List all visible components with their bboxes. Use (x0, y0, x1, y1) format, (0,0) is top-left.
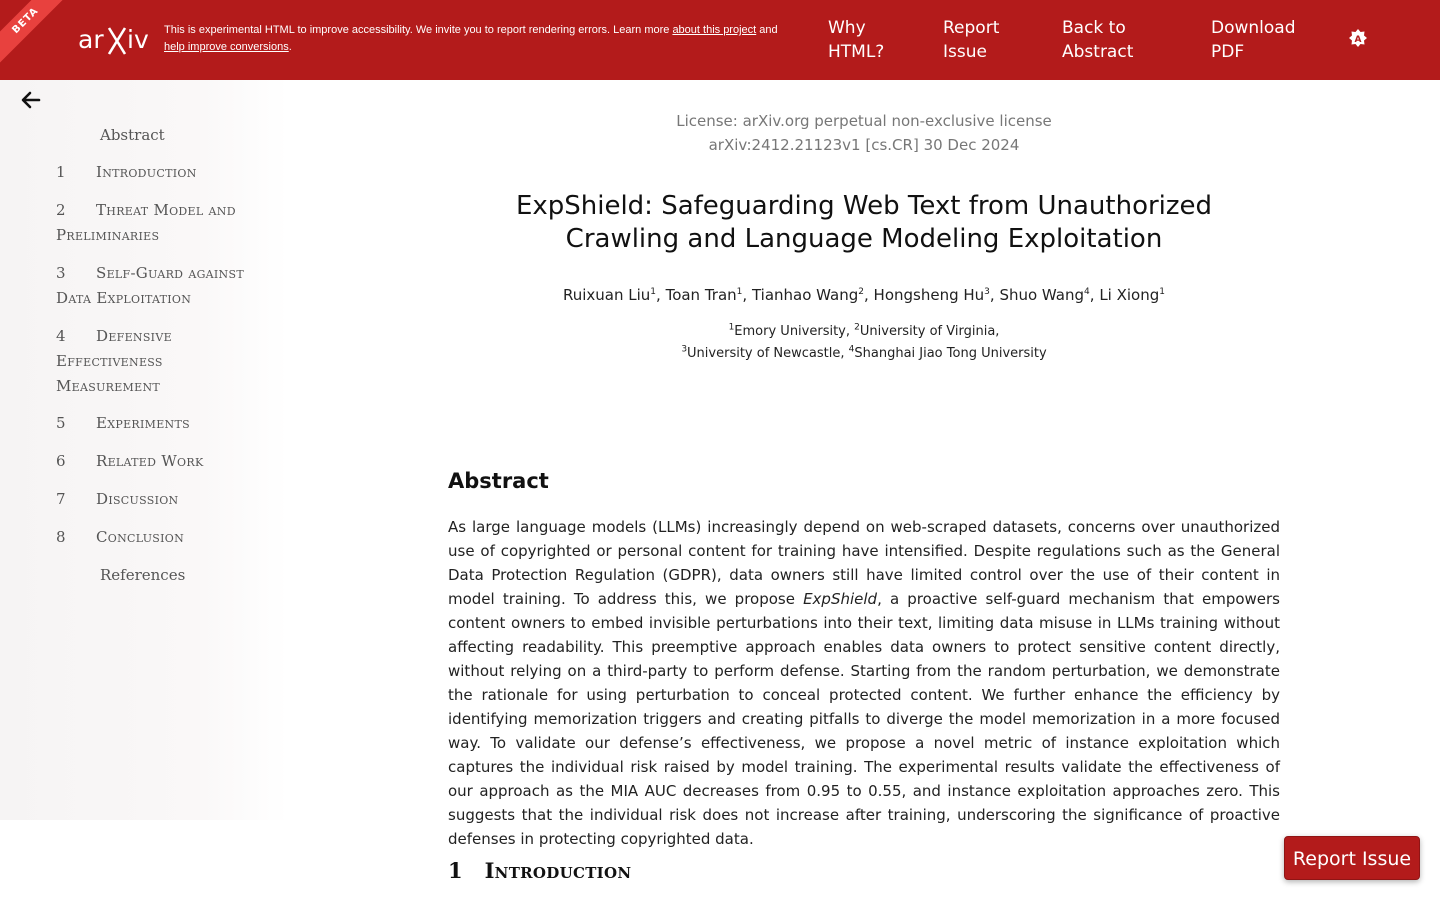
abstract-text-1: As large language models (LLMs) increasingly depend on web-scraped datasets, concerns over unauthorized use of copyrighted or personal content for training have intensified. Despite regulations such as the General Data Protection Regulation (GDPR), data owners still have limited control over the use of their content in model training. To address this, we propose (448, 518, 1280, 608)
toc-sidebar (0, 80, 288, 820)
toc-label: References (100, 566, 186, 584)
toc-item-defensive-effectiveness[interactable] (56, 324, 256, 399)
notice-mid: and (756, 24, 778, 36)
toc-label: Experiments (96, 414, 190, 432)
experimental-notice (164, 22, 814, 56)
toc-label: Related Work (96, 452, 204, 470)
toc-label: Introduction (96, 163, 197, 181)
toc-item-references[interactable] (56, 563, 271, 588)
section-title: Introduction (484, 858, 632, 883)
toc-number: 5 (56, 414, 66, 432)
toc-label: Defensive Effectiveness Measurement (56, 327, 172, 395)
author-affil-sup: 1 (1159, 287, 1165, 297)
section-number: 1 (448, 858, 463, 883)
collapse-toc-button[interactable] (20, 90, 42, 110)
toc-item-related-work[interactable] (56, 449, 271, 474)
why-html-line1: Why (828, 18, 866, 38)
affil-sup: 1 (728, 322, 735, 333)
back-to-abstract-link[interactable] (1062, 16, 1133, 64)
abstract-text-2: , a proactive self-guard mechanism that empowers content owners to embed invisible perturbations into their text, limiting data misuse in LLMs training without affecting readability. This preemptive approach enables data owners to protect sensitive content directly, without relying on a third-party to perform defense. Starting from the random perturbation, we demonstrate the rationale for using perturbation to conceal protected content. We further enhance the efficiency by identifying memorization triggers and creating pitfalls to diverge the model memorization in a more focused way. To validate our defense’s effectiveness, we propose a novel metric of instance exploitation which captures the individual risk raised by model training. The experimental results validate the effectiveness of our approach as the MIA AUC decreases from 0.95 to 0.55, and instance exploitation approaches zero. This suggests that the individual risk does not increase after training, underscoring the significance of proactive defenses in protecting copyrighted data. (448, 590, 1280, 848)
author-name: Ruixuan Liu (562, 286, 651, 304)
author-name: Shuo Wang (999, 286, 1085, 304)
affiliation: Emory University (734, 324, 846, 339)
theme-icon (1346, 27, 1370, 51)
toc-item-self-guard[interactable] (56, 261, 271, 311)
toc-number: 1 (56, 163, 66, 181)
theme-toggle-button[interactable] (1346, 27, 1370, 51)
report-issue-button[interactable]: Report Issue (1284, 836, 1420, 880)
license-line: License: arXiv.org perpetual non-exclusive license (676, 112, 1052, 130)
toc-number: 3 (56, 264, 66, 282)
paper-title: ExpShield: Safeguarding Web Text from Unauthorized Crawling and Language Modeling Exploitation (515, 191, 1213, 254)
notice-text: This is experimental HTML to improve accessibility. We invite you to report rendering errors. Learn more (164, 24, 673, 36)
affil-sup: 4 (848, 344, 855, 355)
affiliation-line-2: $^3$University of Newcastle, $^4$Shanghai Jiao Tong University (681, 344, 1047, 361)
download-pdf-line2: PDF (1211, 42, 1245, 62)
toc-label: Self-Guard against Data Exploitation (56, 264, 244, 307)
toc-number: 8 (56, 528, 66, 546)
abstract-heading: Abstract (448, 469, 549, 493)
toc-number: 4 (56, 327, 66, 345)
author-name: Toan Tran (665, 286, 737, 304)
arxiv-logo-icon (78, 22, 152, 58)
svg-text:iv: iv (127, 25, 149, 54)
report-issue-line2: Issue (943, 42, 987, 62)
author-affil-sup: 4 (1084, 287, 1090, 297)
author-name: Hongsheng Hu (873, 286, 985, 304)
why-html-link[interactable] (828, 16, 884, 64)
affiliation: Shanghai Jiao Tong University (854, 346, 1047, 361)
report-issue-link[interactable] (943, 16, 999, 64)
arxiv-id-line: arXiv:2412.21123v1 [cs.CR] 30 Dec 2024 (708, 136, 1020, 154)
toc-label: Conclusion (96, 528, 185, 546)
svg-text:ar: ar (78, 25, 104, 54)
section-heading-introduction (448, 858, 631, 883)
toc-number: 7 (56, 490, 66, 508)
toc-item-threat-model[interactable] (56, 198, 271, 248)
back-to-abstract-line2: Abstract (1062, 42, 1134, 62)
toc-label: Abstract (100, 126, 165, 144)
why-html-line2: HTML? (828, 42, 885, 62)
abstract-body (448, 515, 1280, 851)
download-pdf-line1: Download (1211, 18, 1296, 38)
download-pdf-link[interactable] (1211, 16, 1296, 64)
help-conversions-link[interactable]: help improve conversions (164, 41, 289, 53)
author-affil-sup: 1 (650, 287, 657, 297)
toc-label: Discussion (96, 490, 179, 508)
toc-item-abstract[interactable] (56, 123, 271, 148)
beta-ribbon: BETA (0, 0, 76, 71)
arxiv-logo[interactable] (78, 22, 152, 58)
abstract-emphasis: ExpShield (803, 590, 878, 608)
toc-item-discussion[interactable] (56, 487, 271, 512)
about-project-link[interactable]: about this project (672, 24, 757, 36)
arrow-left-icon (20, 90, 42, 110)
affil-sup: 3 (681, 344, 688, 355)
author-affil-sup: 2 (858, 287, 864, 297)
toc-item-experiments[interactable] (56, 411, 271, 436)
author-name: Tianhao Wang (751, 286, 859, 304)
author-affil-sup: 3 (984, 287, 990, 297)
toc-number: 6 (56, 452, 66, 470)
toc-item-conclusion[interactable] (56, 525, 271, 550)
affiliation: University of Newcastle (687, 346, 841, 361)
author-affil-sup: 1 (736, 287, 743, 297)
toc-label: Threat Model and Preliminaries (56, 201, 236, 244)
author-name: Li Xiong (1099, 286, 1160, 304)
report-issue-line1: Report (943, 18, 1000, 38)
toc-item-introduction[interactable] (56, 160, 271, 185)
svg-text:A: A (1354, 35, 1362, 45)
notice-suffix: . (288, 41, 292, 53)
back-to-abstract-line1: Back to (1062, 18, 1126, 38)
affiliation-line-1: $^1$Emory University, $^2$University of Virginia, (728, 322, 1000, 339)
top-header (0, 0, 1440, 80)
affil-sup: 2 (854, 322, 860, 333)
author-list: Ruixuan Liu$^1$, Toan Tran$^1$, Tianhao Wang$^2$, Hongsheng Hu$^3$, Shuo Wang$^4$, Li Xiong$^1$ (562, 286, 1165, 304)
toc-number: 2 (56, 201, 66, 219)
affiliation: University of Virginia (859, 324, 996, 339)
